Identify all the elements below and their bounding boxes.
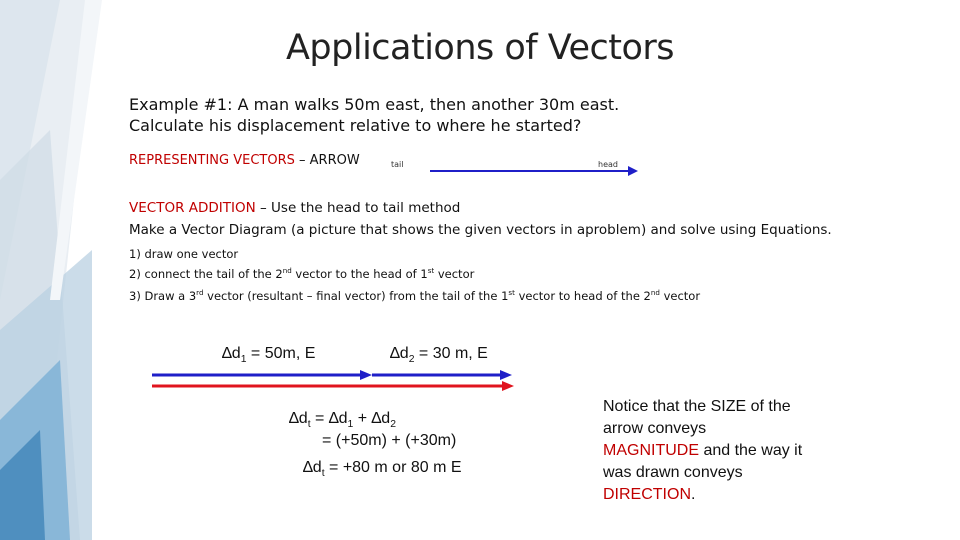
vector-d1-arrow bbox=[152, 370, 372, 380]
vector-d2-label: $\Delta d_2 = 30$ m, E bbox=[390, 345, 488, 366]
vector-addition-label bbox=[129, 200, 460, 216]
vector-addition-rest: – Use the head to tail method bbox=[255, 200, 461, 216]
slide-title: Applications of Vectors bbox=[285, 28, 675, 68]
step-3: 3) Draw a 3rd vector (resultant – final vector) from the tail of the 1st vector to head of the 2nd vector bbox=[129, 288, 701, 303]
example-line-1: Example #1: A man walks 50m east, then another 30m east. bbox=[129, 95, 620, 114]
notice-text: Notice that the SIZE of the arrow conveys MAGNITUDE and the way it was drawn conveys DIRECTION. bbox=[603, 398, 803, 503]
tail-label: tail bbox=[391, 160, 404, 169]
head-label: head bbox=[598, 160, 618, 169]
example-line-2: Calculate his displacement relative to where he started? bbox=[129, 116, 582, 135]
vector-d2-arrow bbox=[372, 370, 512, 380]
decorative-side-shapes bbox=[0, 0, 110, 540]
representing-vectors-heading: REPRESENTING VECTORS bbox=[129, 153, 295, 168]
resultant-equation-line-2: = (+50m) + (+30m) bbox=[322, 432, 457, 449]
sample-vector-arrow bbox=[430, 164, 640, 178]
representing-vectors-rest: – ARROW bbox=[294, 153, 360, 168]
resultant-equation-line-3: $\Delta d_t = +80$ m or 80 m E bbox=[303, 459, 462, 480]
step-2: 2) connect the tail of the 2nd vector to the head of 1st vector bbox=[129, 266, 475, 281]
resultant-arrow bbox=[152, 381, 514, 391]
step-1: 1) draw one vector bbox=[129, 247, 239, 261]
example-text bbox=[129, 94, 689, 136]
representing-vectors-label bbox=[129, 153, 360, 168]
magnitude-word: MAGNITUDE bbox=[603, 442, 699, 459]
vector-addition-heading: VECTOR ADDITION bbox=[129, 200, 256, 216]
resultant-equation-line-1: $\Delta d_t = \Delta d_1 + \Delta d_2$ bbox=[289, 410, 396, 431]
direction-word: DIRECTION bbox=[603, 486, 691, 503]
vector-diagram-instruction: Make a Vector Diagram (a picture that shows the given vectors in aproblem) and solve using Equations. bbox=[129, 222, 832, 238]
head-to-tail-diagram bbox=[150, 367, 530, 397]
vector-d1-label: $\Delta d_1 = 50m$, E bbox=[222, 345, 316, 366]
